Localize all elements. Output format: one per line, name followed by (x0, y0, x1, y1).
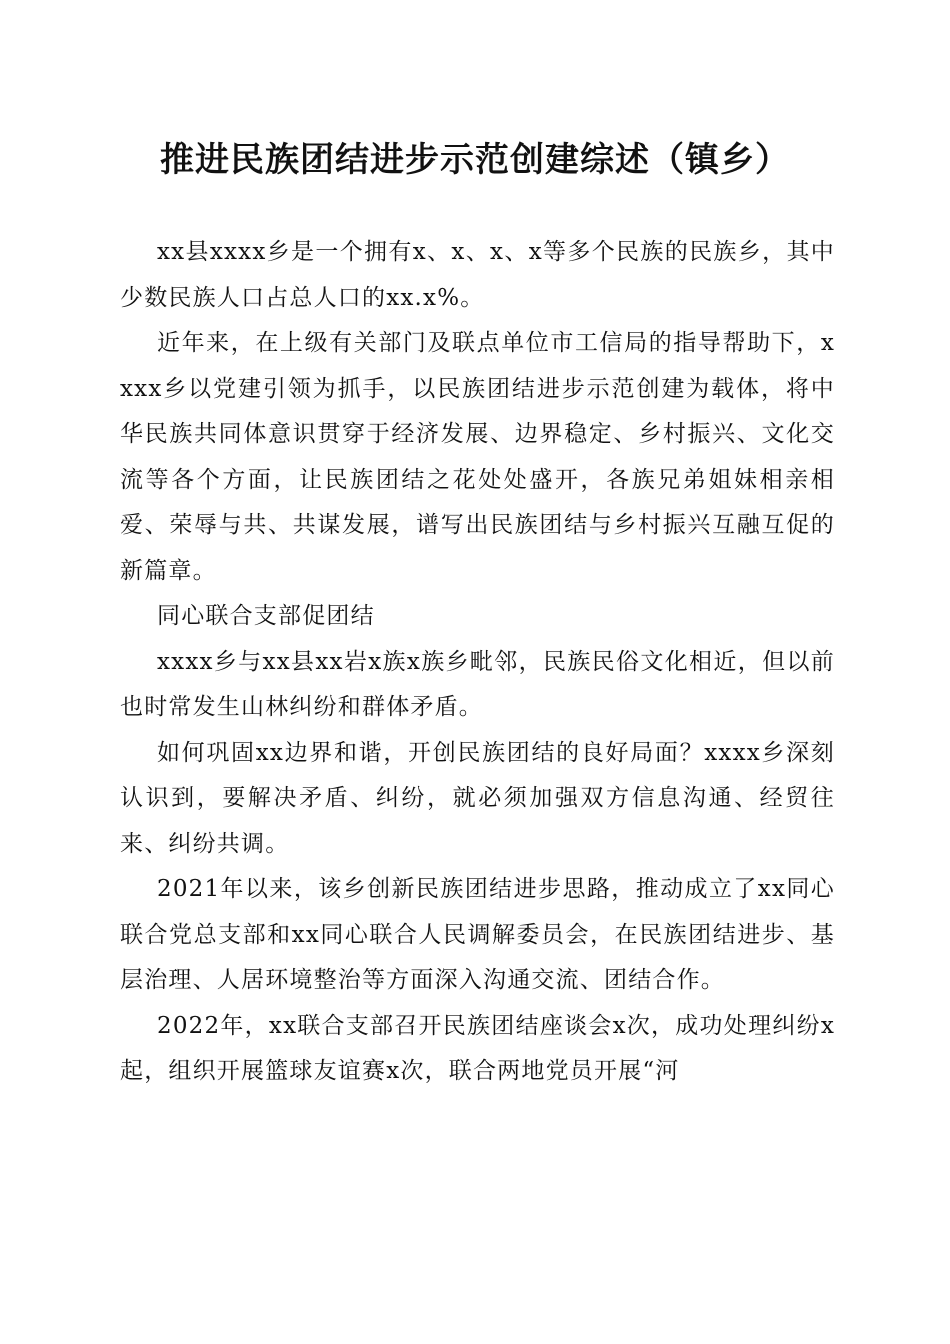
paragraph-neighbor: xxxx乡与xx县xx岩x族x族乡毗邻，民族民俗文化相近，但以前也时常发生山林纠纷和群体矛盾。 (120, 648, 835, 720)
paragraph-2021: 2021年以来，该乡创新民族团结进步思路，推动成立了xx同心联合党总支部和xx同心联合人民调解委员会，在民族团结进步、基层治理、人居环境整治等方面深入沟通交流、团结合作。 (120, 876, 835, 993)
paragraph-intro: xx县xxxx乡是一个拥有x、x、x、x等多个民族的民族乡，其中少数民族人口占总人口的xx.x%。 (120, 239, 835, 311)
section-heading: 同心联合支部促团结 (157, 603, 375, 629)
paragraph-question: 如何巩固xx边界和谐，开创民族团结的良好局面？xxxx乡深刻认识到，要解决矛盾、纠纷，就必须加强双方信息沟通、经贸往来、纠纷共调。 (120, 739, 835, 857)
document-body (120, 230, 835, 1095)
paragraph-2022: 2022年，xx联合支部召开民族团结座谈会x次，成功处理纠纷x起，组织开展篮球友谊赛x次，联合两地党员开展“河 (120, 1012, 835, 1084)
paragraph-overview: 近年来，在上级有关部门及联点单位市工信局的指导帮助下，xxxx乡以党建引领为抓手，以民族团结进步示范创建为载体，将中华民族共同体意识贯穿于经济发展、边界稳定、乡村振兴、文化交流等各个方面，让民族团结之花处处盛开，各族兄弟姐妹相亲相爱、荣辱与共、共谋发展，谱写出民族团结与乡村振兴互融互促的新篇章。 (120, 330, 835, 584)
document-title: 推进民族团结进步示范创建综述（镇乡） (160, 140, 790, 180)
